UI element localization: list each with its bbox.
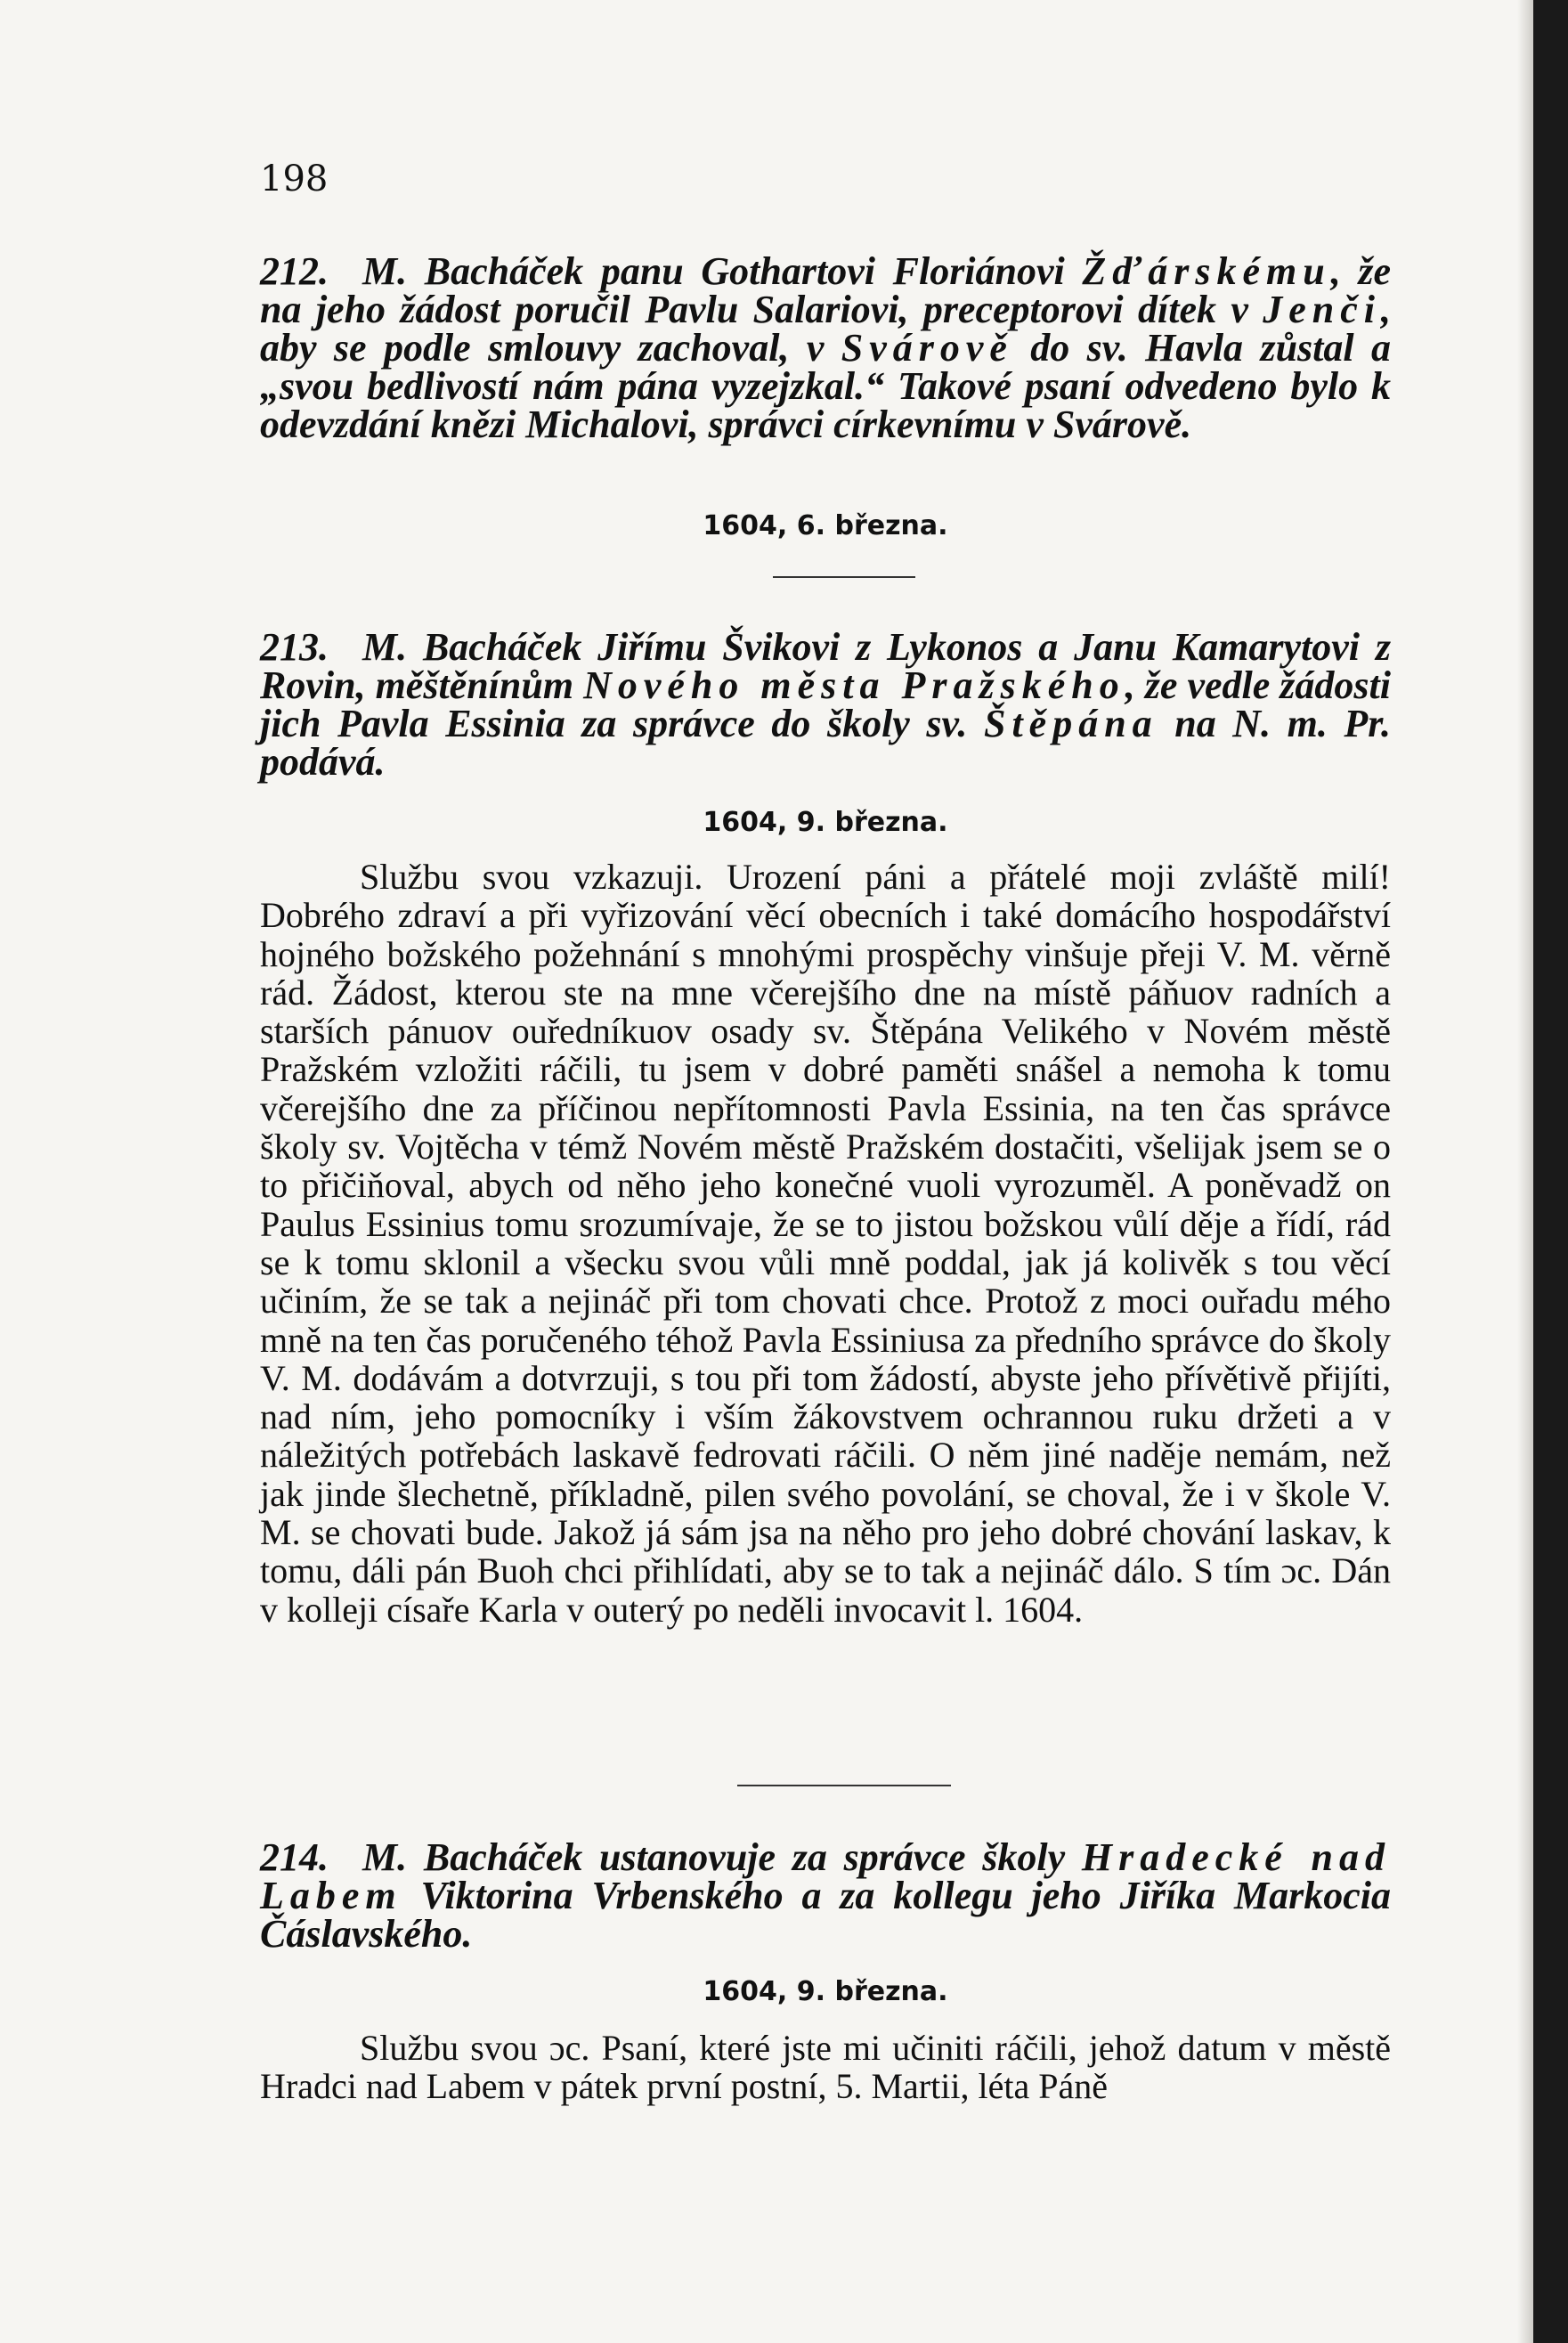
entry-214-date: 1604, 9. března.: [703, 1976, 948, 2007]
entry-212-header: 212. M. Bacháček panu Gothartovi Floriánovi Žďárskému, že na jeho žádost poručil Pavlu Salariovi, preceptorovi dítek v Jenči, aby se podle smlouvy zachoval, v Svárově do sv. Havla zůstal a „svou bedlivostí nám pána vyzejzkal.“ Takové psaní odvedeno bylo k odevzdání knězi Michalovi, správci církevnímu v Svárově.: [260, 249, 1391, 446]
entry-212-date: 1604, 6. března.: [703, 510, 948, 541]
entry-number: 212.: [260, 249, 329, 293]
entry-213-date: 1604, 9. března.: [703, 807, 948, 838]
entry-number: 213.: [260, 625, 329, 669]
page-number: 198: [260, 159, 329, 199]
entry-213-header: 213. M. Bacháček Jiřímu Švikovi z Lykonos a Janu Kamarytovi z Rovin, měštěnínům Nového města Pražského, že vedle žádosti jich Pavla Essinia za správce do školy sv. Štěpána na N. m. Pr. podává.: [260, 625, 1391, 784]
entry-214-body: Službu svou ɔc. Psaní, které jste mi učiniti ráčili, jehož datum v městě Hradci nad Labem v pátek první postní, 5. Martii, léta Páně: [260, 2028, 1391, 2107]
entry-213-body: Službu svou vzkazuji. Urození páni a přátelé moji zvláště milí! Dobrého zdraví a při vyřizování věcí obecních i také domácího hospodářství hojného božského požehnání s mnohými prospěchy vinšuje přeji V. M. věrně rád. Žádost, kterou ste na mne včerejšího dne na místě páňuov radních a starších pánuov ouředníkuov osady sv. Štěpána Velikého v Novém městě Pražském vzložiti ráčili, tu jsem v dobré paměti snášel a nemoha k tomu včerejšího dne za příčinou nepřítomnosti Pavla Essinia, na ten čas správce školy sv. Vojtěcha v témž Novém městě Pražském dostačiti, všelijak jsem se o to přičiňoval, abych od něho jeho konečné vuoli vyrozuměl. A poněvadž on Paulus Essinius tomu srozumívaje, že se to jistou božskou vůlí děje a řídí, rád se k tomu sklonil a všecku svou vůli mně poddal, jak já kolivěk s tou věcí učiním, že se tak a nejináč při tom chovati chce. Protož z moci ouřadu mého mně na ten čas poručeného téhož Pavla Essiniusa za předního správce do školy V. M. dodávám a dotvrzuji, s tou při tom žádostí, abyste jeho přívětivě přijíti, nad ním, jeho pomocníky i vším žákovstvem ochrannou ruku držeti a v náležitých potřebách laskavě fedrovati ráčili. O něm jiné naděje nemám, než jak jinde šlechetně, příkladně, pilen svého povolání, se choval, že i v škole V. M. se chovati bude. Jakož já sám jsa na něho pro jeho dobré chování laskav, k tomu, dáli pán Buoh chci přihlídati, aby se to tak a nejináč dálo. S tím ɔc. Dán v kolleji císaře Karla v outerý po neděli invocavit l. 1604.: [260, 857, 1391, 1630]
entry-number: 214.: [260, 1835, 329, 1879]
section-divider: [773, 576, 915, 578]
page-edge-shadow: [1517, 0, 1533, 2343]
entry-214-header: 214. M. Bacháček ustanovuje za správce školy Hradecké nad Labem Viktorina Vrbenského a za kollegu jeho Jiříka Markocia Čáslavského.: [260, 1835, 1392, 1956]
section-divider: [737, 1785, 951, 1786]
